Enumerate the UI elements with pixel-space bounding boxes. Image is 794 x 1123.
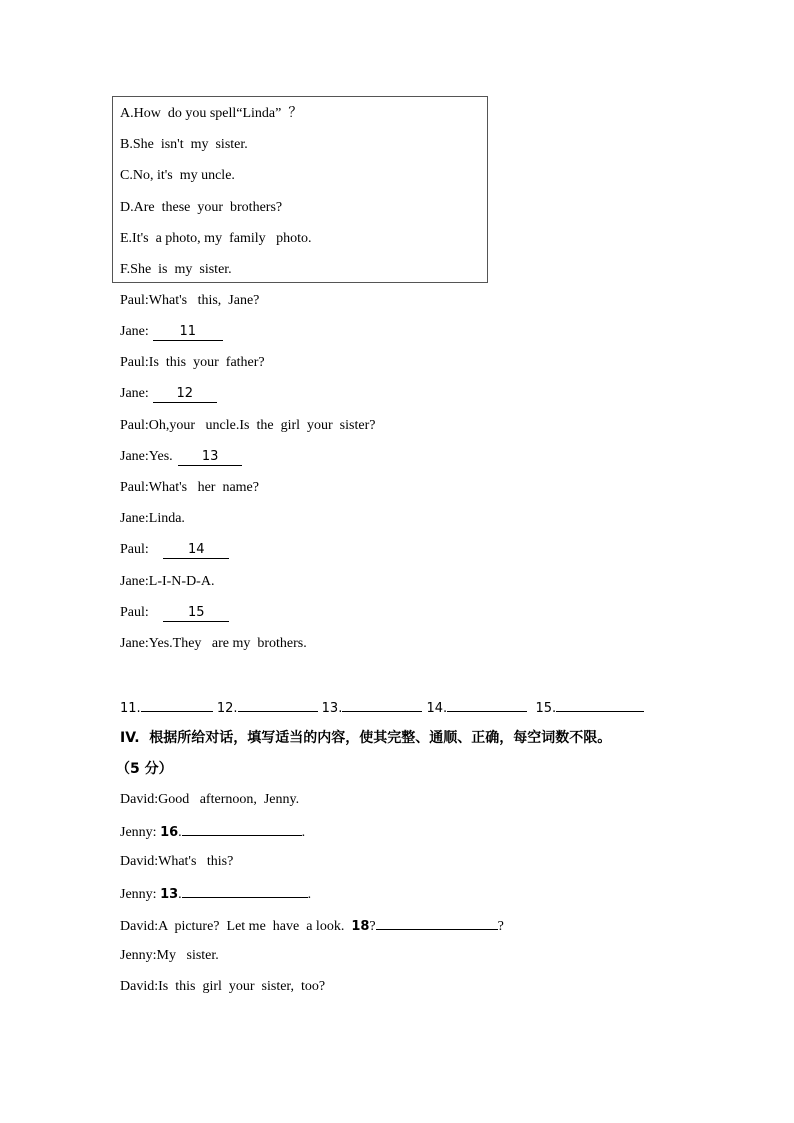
answer-blank-16[interactable]: [182, 822, 302, 836]
answer-blank-11[interactable]: [141, 697, 213, 712]
question-number: 16: [160, 825, 179, 840]
dialogue2-line: Jenny:My sister.: [120, 948, 219, 963]
dialogue1-line: Paul:What's this, Jane?: [120, 293, 260, 308]
section-score: （5 分）: [116, 761, 173, 777]
dialogue2-line: David:What's this?: [120, 854, 234, 869]
answer-blank-13[interactable]: [342, 697, 422, 712]
dialogue1-line: Jane: 12: [120, 385, 217, 403]
question-number: 13: [160, 887, 179, 902]
option-c: C.No, it's my uncle.: [120, 168, 235, 183]
options-box: [112, 96, 488, 283]
dialogue2-line: Jenny: 13. .: [120, 884, 311, 904]
dialogue1-line: Jane:Yes. 13: [120, 448, 242, 466]
blank-15[interactable]: 15: [163, 605, 229, 622]
option-d: D.Are these your brothers?: [120, 200, 283, 215]
dialogue2-line: Jenny: 16. .: [120, 822, 305, 842]
dialogue1-line: Paul:Is this your father?: [120, 355, 265, 370]
answer-label-14: 14.: [426, 701, 448, 716]
dialogue1-line: Paul:Oh,your uncle.Is the girl your sister?: [120, 418, 376, 433]
answer-line: [120, 697, 644, 718]
dialogue1-line: Jane:L-I-N-D-A.: [120, 574, 215, 589]
answer-label-12: 12.: [216, 701, 238, 716]
answer-blank-14[interactable]: [447, 697, 527, 712]
answer-label-11: 11.: [120, 701, 141, 716]
option-f: F.She is my sister.: [120, 262, 232, 277]
dialogue1-line: Jane:Linda.: [120, 511, 185, 526]
option-e: E.It's a photo, my family photo.: [120, 231, 312, 246]
dialogue1-line: Jane: 11: [120, 323, 223, 341]
answer-blank-17[interactable]: [182, 884, 308, 898]
dialogue2-line: David:Is this girl your sister, too?: [120, 979, 326, 994]
option-a: A.How do you spell“Linda” ？: [120, 106, 303, 121]
section-heading: IV. 根据所给对话，填写适当的内容，使其完整、通顺、正确，每空词数不限。: [120, 730, 612, 746]
question-number: 18: [351, 919, 370, 934]
blank-12[interactable]: 12: [153, 386, 217, 403]
answer-blank-12[interactable]: [238, 697, 318, 712]
blank-11[interactable]: 11: [153, 324, 223, 341]
dialogue1-line: Jane:Yes.They are my brothers.: [120, 636, 307, 651]
dialogue2-line: David:A picture? Let me have a look. 18? ?: [120, 916, 504, 936]
blank-14[interactable]: 14: [163, 542, 229, 559]
answer-label-13: 13.: [321, 701, 343, 716]
blank-13[interactable]: 13: [178, 449, 242, 466]
answer-blank-15[interactable]: [556, 697, 644, 712]
dialogue2-line: David:Good afternoon, Jenny.: [120, 792, 300, 807]
option-b: B.She isn't my sister.: [120, 137, 248, 152]
answer-blank-18[interactable]: [376, 916, 498, 930]
answer-label-15: 15.: [535, 701, 557, 716]
dialogue1-line: Paul: 14: [120, 541, 229, 559]
dialogue1-line: Paul:What's her name?: [120, 480, 259, 495]
dialogue1-line: Paul: 15: [120, 604, 229, 622]
